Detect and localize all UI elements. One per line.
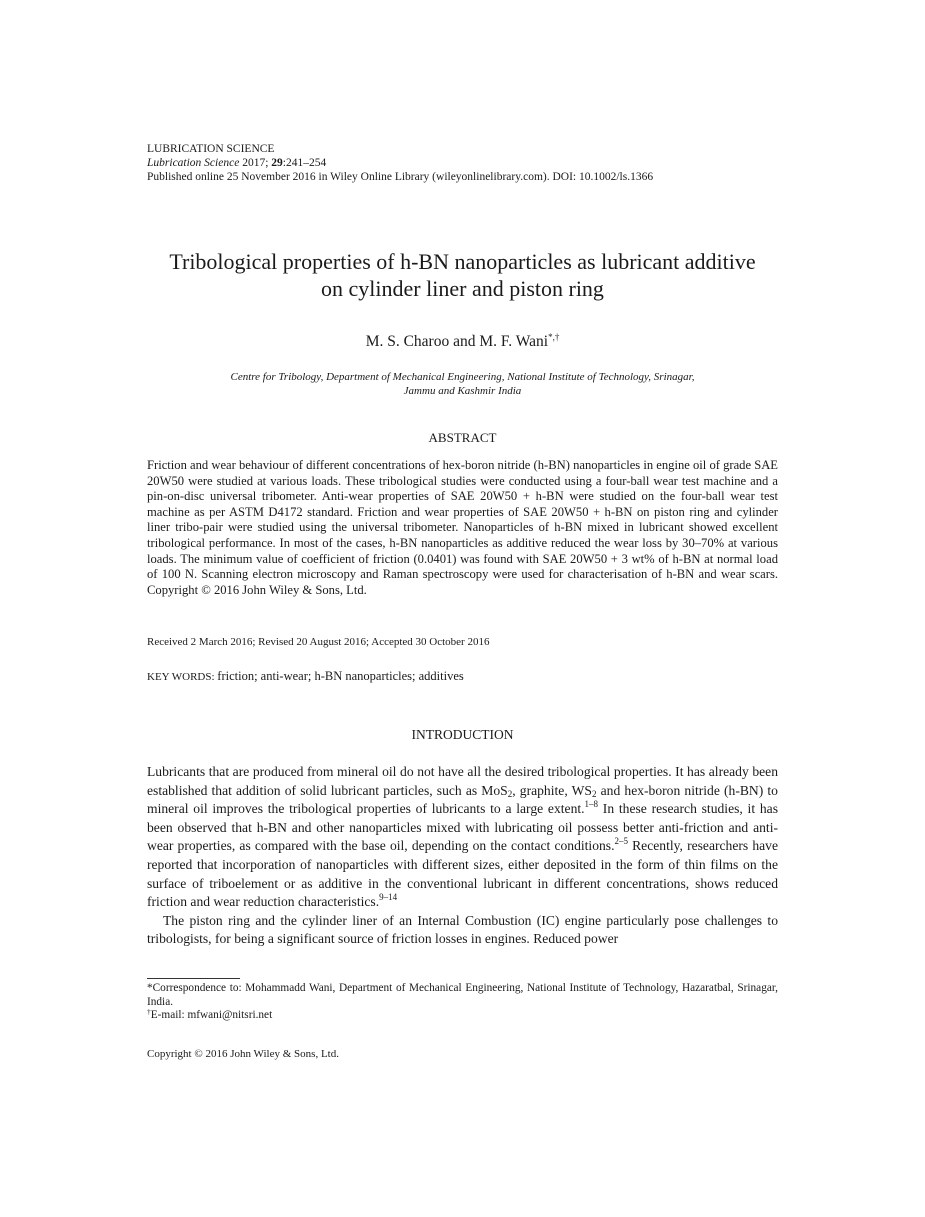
intro-text: Recently, researchers have reported that incorporation of nanoparticles with different sizes, either deposited in the form of thin films on the surface of triboelement or as additive in the conventional lubricant in different concentrations, shows reduced friction and wear reduction characteristics.: [147, 838, 779, 910]
paper-title: [120, 248, 805, 302]
copyright-notice: Copyright © 2016 John Wiley & Sons, Ltd.: [147, 1048, 339, 1060]
intro-text: , graphite, WS: [512, 782, 592, 798]
received-dates: Received 2 March 2016; Revised 20 August 2016; Accepted 30 October 2016: [147, 636, 490, 648]
title-line-1: Tribological properties of h-BN nanoparticles as lubricant additive: [169, 249, 756, 274]
introduction-body: [147, 763, 778, 949]
citation-year: 2017;: [242, 157, 269, 169]
journal-name: LUBRICATION SCIENCE: [147, 143, 275, 155]
affiliation-line-1: Centre for Tribology, Department of Mechanical Engineering, National Institute of Technology, Srinagar,: [230, 371, 695, 383]
footnote-mark: †: [147, 1007, 151, 1016]
footnotes: [147, 982, 778, 1023]
intro-text: and hex-boron nitride (h-BN) to mineral oil improves the tribological properties of lubricants to a large extent.: [147, 782, 778, 817]
keywords-label: KEY WORDS:: [147, 671, 215, 683]
citation-ref: 2–5: [614, 836, 628, 847]
keywords-list: friction; anti-wear; h-BN nanoparticles; additives: [217, 669, 464, 683]
published-line: Published online 25 November 2016 in Wiley Online Library (wileyonlinelibrary.com). DOI: 10.1002/ls.1366: [147, 171, 654, 183]
title-line-2: on cylinder liner and piston ring: [321, 276, 604, 301]
introduction-heading: INTRODUCTION: [411, 727, 514, 742]
keywords-line: [147, 669, 464, 684]
citation-pages: :241–254: [282, 157, 327, 169]
citation-journal: Lubrication Science: [147, 157, 240, 169]
citation-line: [147, 156, 653, 170]
citation-volume: 29: [271, 157, 283, 169]
email-text: E-mail: mfwani@nitsri.net: [150, 1009, 273, 1021]
intro-text: In these research studies, it has been observed that h-BN and other nanoparticles mixed with lubricating oil possess better anti-friction and anti-wear properties, as compared with the base oil, depending on the contact conditions.: [147, 801, 778, 854]
affiliation: [180, 371, 745, 398]
author-names: M. S. Charoo and M. F. Wani: [365, 333, 549, 350]
footnote-divider: [147, 978, 240, 979]
footnote-email: [147, 1009, 778, 1023]
citation-ref: 9–14: [379, 892, 398, 903]
author-list: [147, 333, 778, 351]
intro-paragraph-1: [147, 763, 778, 912]
abstract-body: Friction and wear behaviour of different concentrations of hex-boron nitride (h-BN) nanoparticles in engine oil of grade SAE 20W50 were studied at various loads. These tribological studies were conducted using a four-ball wear test machine and a pin-on-disc universal tribometer. Anti-wear properties of SAE 20W50 + h-BN were studied on the four-ball wear test machine as per ASTM D4172 standard. Friction and wear properties of SAE 20W50 + h-BN on piston ring and cylinder liner tribo-pair were studied using the universal tribometer. Nanoparticles of h-BN mixed in lubricant showed excellent tribological performance. In most of the cases, h-BN nanoparticles as additive reduced the wear loss by 30–70% at various loads. The minimum value of coefficient of friction (0.0401) was found with SAE 20W50 + 3 wt% of h-BN at normal load of 100 N. Scanning electron microscopy and Raman spectroscopy were used for characterisation of h-BN and wear scars. Copyright © 2016 John Wiley & Sons, Ltd.: [147, 458, 779, 597]
intro-paragraph-2: The piston ring and the cylinder liner of an Internal Combustion (IC) engine particularly pose challenges to tribologists, for being a significant source of friction losses in engines. Reduced power: [147, 912, 778, 947]
affiliation-line-2: Jammu and Kashmir India: [403, 384, 522, 397]
intro-text: Lubricants that are produced from mineral oil do not have all the desired tribological properties. It has already been established that addition of solid lubricant particles, such as MoS: [147, 764, 778, 798]
subscript: 2: [507, 788, 513, 799]
citation-ref: 1–8: [584, 799, 599, 810]
abstract-heading: ABSTRACT: [428, 430, 497, 445]
journal-header: [147, 142, 653, 184]
subscript: 2: [592, 788, 597, 799]
footnote-correspondence: *Correspondence to: Mohammadd Wani, Department of Mechanical Engineering, National Institute of Technology, Hazaratbal, Srinagar, India.: [147, 982, 778, 1008]
author-marks: *,†: [548, 332, 560, 342]
